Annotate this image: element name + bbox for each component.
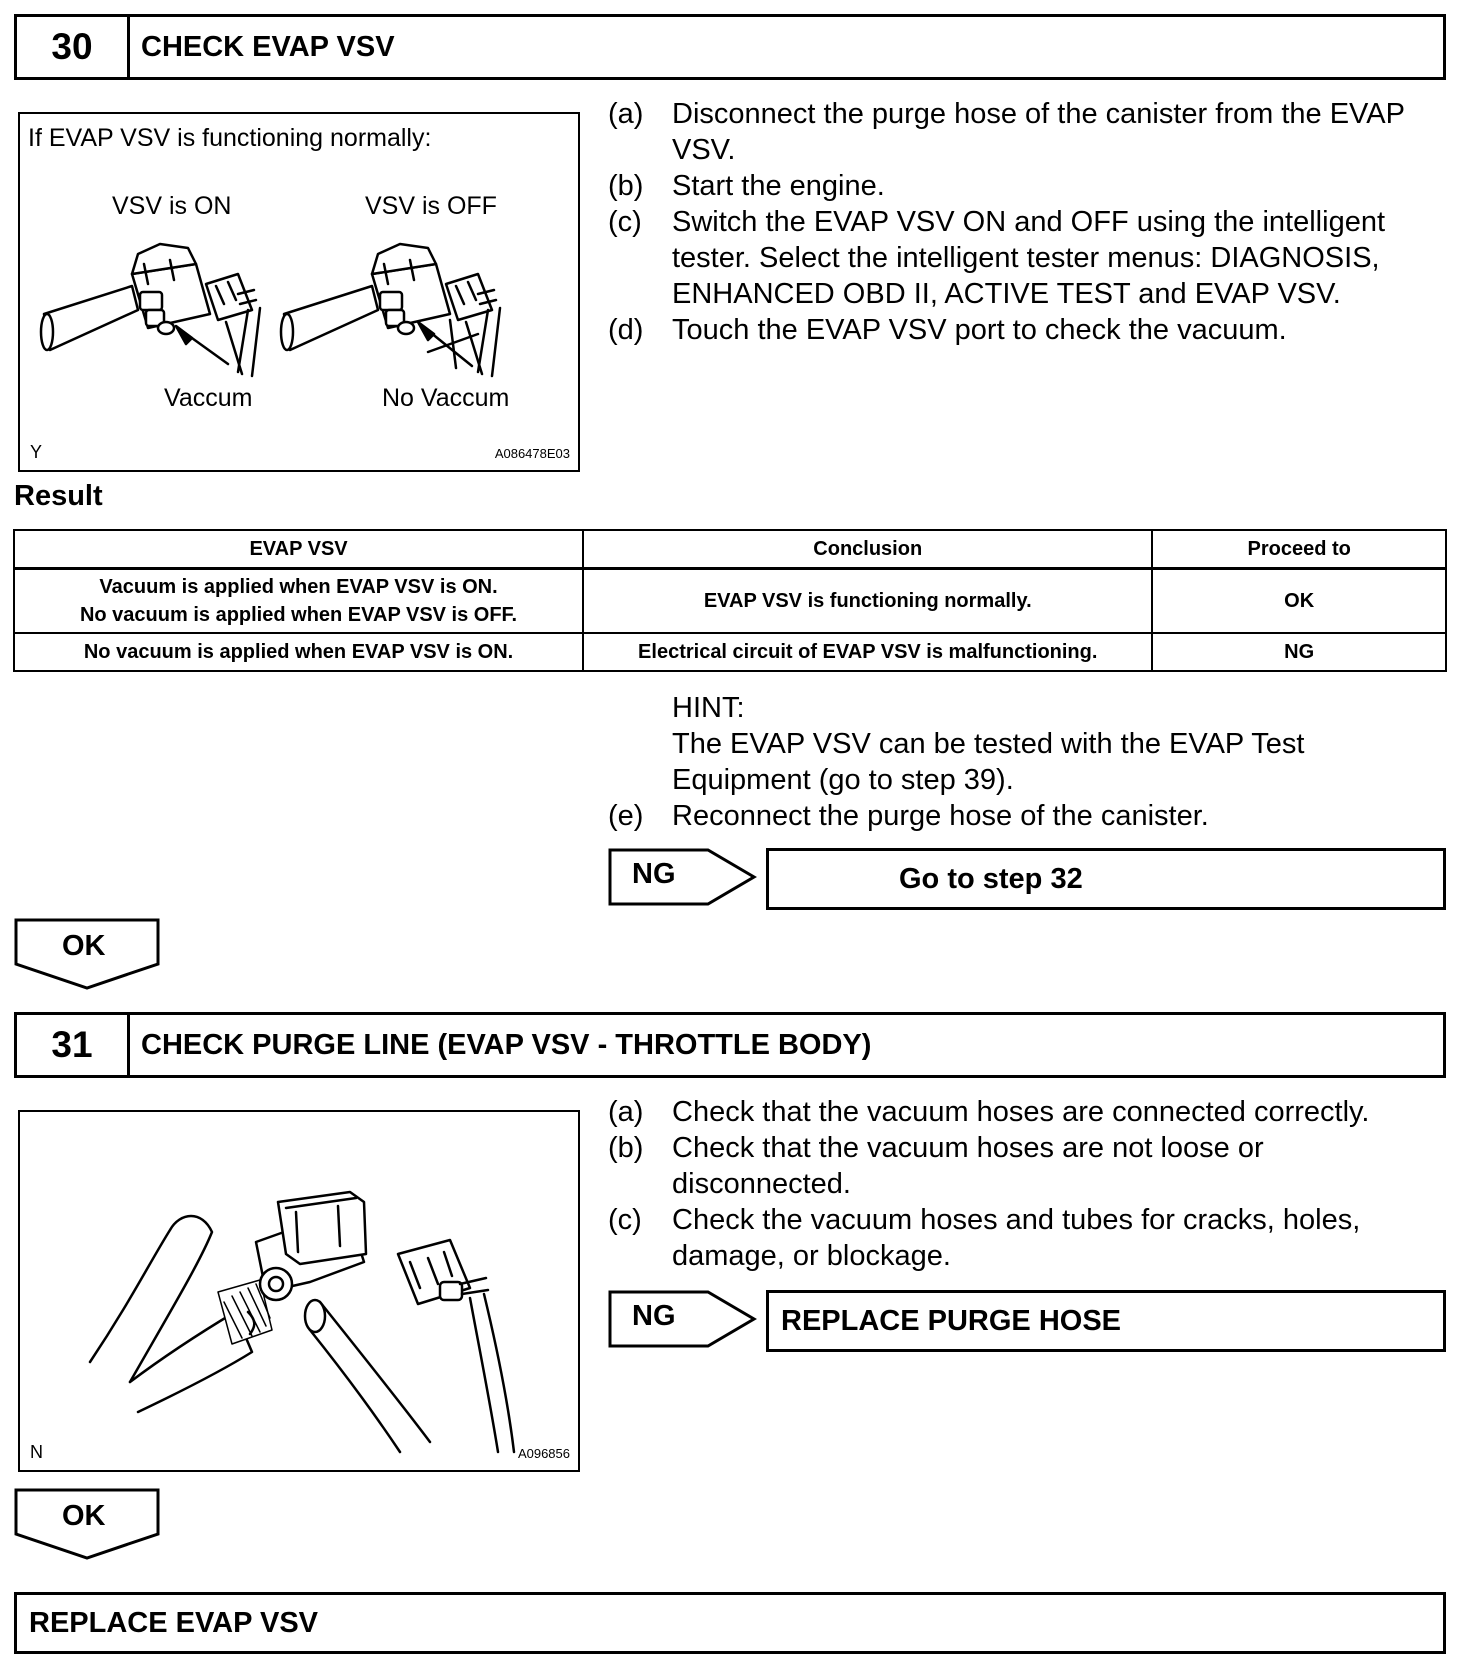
ok-label: OK	[62, 930, 106, 962]
hint-label: HINT:	[672, 692, 745, 724]
ok-label: OK	[62, 1500, 106, 1532]
instruction-text: Touch the EVAP VSV port to check the vacuum.	[672, 314, 1287, 346]
table-row	[14, 569, 1446, 634]
instruction-item	[608, 312, 1448, 348]
instruction-text: Start the engine.	[672, 170, 885, 202]
caption-vacuum: Vaccum	[164, 384, 253, 412]
hint-block	[608, 690, 1448, 834]
step-number: 30	[17, 17, 130, 77]
step-31-header	[14, 1012, 1446, 1078]
figure-code: A096856	[517, 1446, 570, 1461]
figure-corner-letter: Y	[30, 442, 43, 462]
instruction-text: Check the vacuum hoses and tubes for cracks, holes, damage, or blockage.	[672, 1204, 1361, 1272]
step-31-instructions	[608, 1094, 1448, 1274]
instruction-text: Check that the vacuum hoses are connected correctly.	[672, 1096, 1370, 1128]
instruction-text: Disconnect the purge hose of the canister from the EVAP VSV.	[672, 98, 1405, 166]
instruction-letter: (a)	[608, 98, 644, 130]
conclusion-cell: Electrical circuit of EVAP VSV is malfunctioning.	[583, 633, 1152, 671]
vsv-off-drawing	[281, 244, 500, 376]
proceed-cell: OK	[1152, 569, 1446, 634]
instruction-item	[608, 1130, 1448, 1202]
evap-vsv-vacuum-figure	[18, 112, 580, 472]
figure-corner-letter: N	[30, 1442, 43, 1462]
ng-result-box: Go to step 32	[766, 848, 1446, 910]
result-heading: Result	[14, 480, 103, 512]
ng-arrow-shape	[608, 1290, 758, 1348]
vsv-on-drawing	[41, 244, 260, 376]
instruction-item	[608, 96, 1448, 168]
column-header: Conclusion	[583, 530, 1152, 569]
purge-line-figure	[18, 1110, 580, 1472]
instruction-item	[608, 798, 1448, 834]
condition-cell: No vacuum is applied when EVAP VSV is ON.	[14, 633, 583, 671]
proceed-cell: NG	[1152, 633, 1446, 671]
instruction-text: Reconnect the purge hose of the canister.	[672, 800, 1209, 832]
vsv-illustration	[20, 114, 578, 470]
ng-branch-tag	[608, 1290, 758, 1348]
ng-label: NG	[632, 1300, 676, 1332]
instruction-letter: (b)	[608, 170, 644, 202]
table-header-row	[14, 530, 1446, 569]
ok-branch-tag	[14, 1488, 160, 1560]
instruction-letter: (c)	[608, 206, 642, 238]
instruction-text: Switch the EVAP VSV ON and OFF using the intelligent tester. Select the intelligent tester menus: DIAGNOSIS, ENHANCED OBD II, ACTIVE TEST and EVAP VSV.	[672, 206, 1386, 310]
instruction-letter: (c)	[608, 1204, 642, 1236]
ng-branch-tag	[608, 848, 758, 906]
label-vsv-off: VSV is OFF	[365, 192, 497, 220]
ok-branch-tag	[14, 918, 160, 990]
instruction-letter: (d)	[608, 314, 644, 346]
instruction-item	[608, 204, 1448, 312]
instruction-item	[608, 168, 1448, 204]
ng-result-box: REPLACE PURGE HOSE	[766, 1290, 1446, 1352]
instruction-letter: (b)	[608, 1132, 644, 1164]
step-number: 31	[17, 1015, 130, 1075]
label-vsv-on: VSV is ON	[112, 192, 232, 220]
column-header: EVAP VSV	[14, 530, 583, 569]
hint-text: The EVAP VSV can be tested with the EVAP Test Equipment (go to step 39).	[672, 728, 1305, 796]
column-header: Proceed to	[1152, 530, 1446, 569]
condition-line: No vacuum is applied when EVAP VSV is OFF.	[79, 604, 518, 626]
ng-label: NG	[632, 858, 676, 890]
condition-line: Vacuum is applied when EVAP VSV is ON.	[99, 576, 498, 598]
step-title: CHECK EVAP VSV	[141, 30, 395, 63]
step-title: CHECK PURGE LINE (EVAP VSV - THROTTLE BODY)	[141, 1028, 872, 1061]
table-row	[14, 633, 1446, 671]
figure-heading: If EVAP VSV is functioning normally:	[28, 124, 432, 152]
instruction-letter: (a)	[608, 1096, 644, 1128]
instruction-item	[608, 1202, 1448, 1274]
purge-line-illustration	[20, 1112, 578, 1470]
instruction-item	[608, 1094, 1448, 1130]
conclusion-cell: EVAP VSV is functioning normally.	[583, 569, 1152, 634]
final-action-box: REPLACE EVAP VSV	[14, 1592, 1446, 1654]
step-30-instructions	[608, 96, 1448, 348]
instruction-letter: (e)	[608, 800, 644, 832]
step-30-header	[14, 14, 1446, 80]
result-table	[13, 529, 1447, 672]
caption-no-vacuum: No Vaccum	[382, 384, 510, 412]
instruction-text: Check that the vacuum hoses are not loose or disconnected.	[672, 1132, 1264, 1200]
ng-arrow-shape	[608, 848, 758, 906]
condition-cell	[14, 569, 583, 634]
figure-code: A086478E03	[494, 446, 570, 461]
